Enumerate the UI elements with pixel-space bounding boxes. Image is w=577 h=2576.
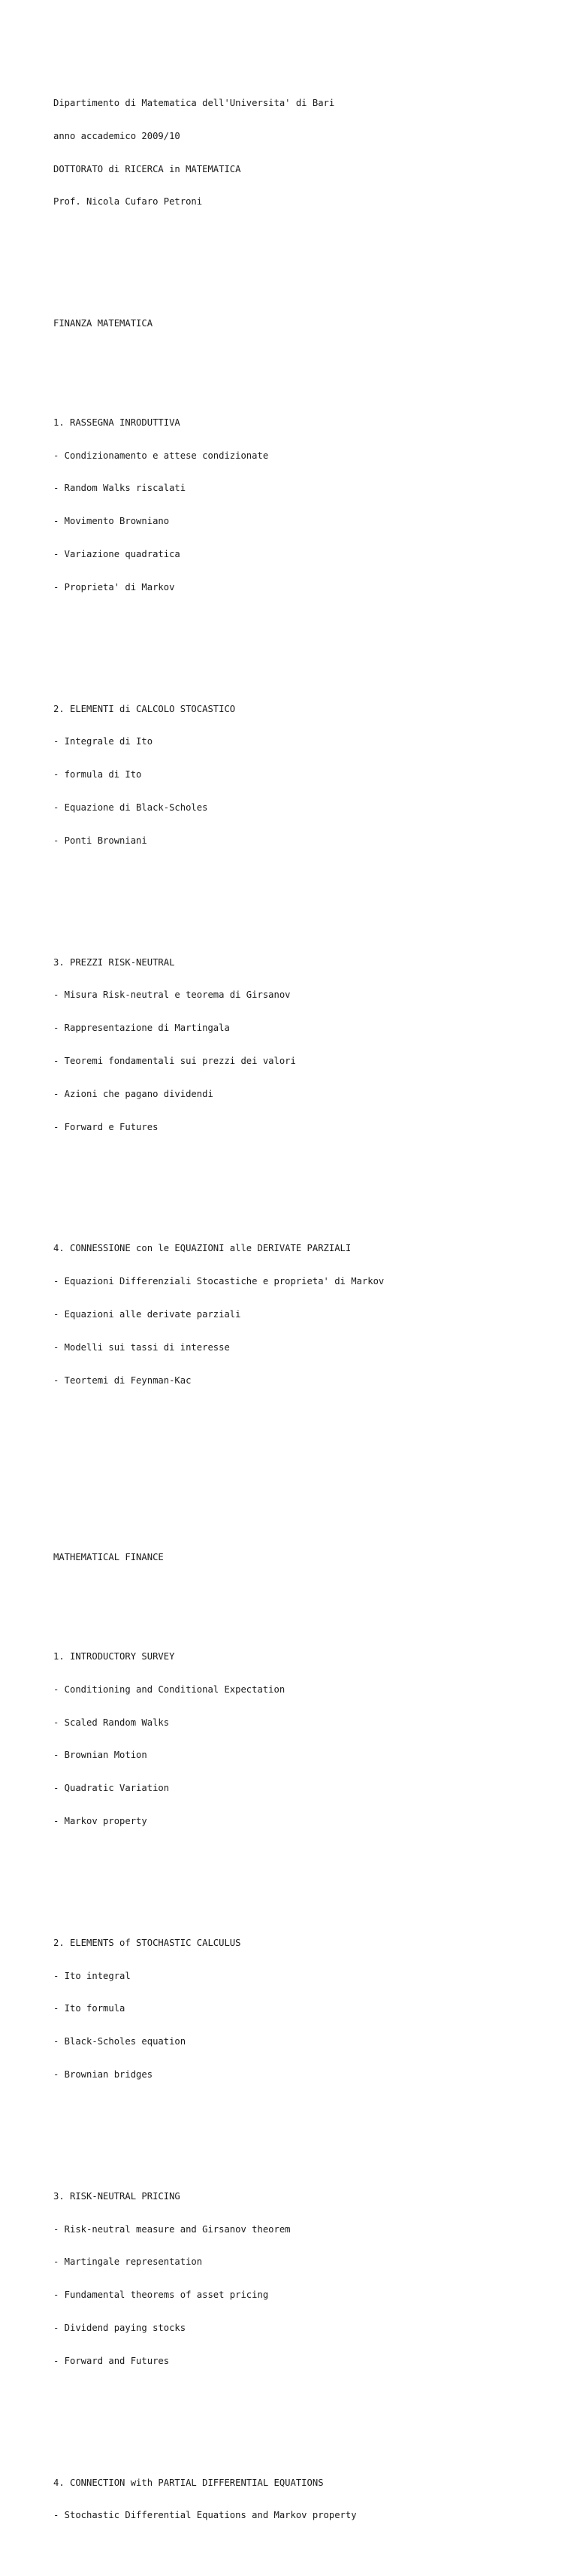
doctorate-line: DOTTORATO di RICERCA in MATEMATICA: [53, 163, 241, 174]
english-section-1: [53, 1629, 562, 1849]
list-item: - Forward and Futures: [53, 2356, 170, 2367]
section-heading: 4. CONNECTION with PARTIAL DIFFERENTIAL EQUATIONS: [53, 2477, 324, 2488]
list-item: - Equazioni alle derivate parziali: [53, 1309, 241, 1320]
spacer: [53, 351, 562, 362]
list-item: - Teortemi di Feynman-Kac: [53, 1375, 192, 1386]
spacer: [53, 1871, 562, 1883]
list-item: - Risk-neutral measure and Girsanov theorem: [53, 2223, 291, 2235]
english-section-3: [53, 2168, 562, 2389]
list-item: - Integrale di Ito: [53, 736, 153, 747]
spacer: [53, 252, 562, 263]
italian-syllabus: [53, 295, 562, 1430]
section-heading: 3. RISK-NEUTRAL PRICING: [53, 2190, 180, 2202]
spacer: [53, 2125, 562, 2136]
italian-section-4: [53, 1221, 562, 1408]
section-heading: 2. ELEMENTI di CALCOLO STOCASTICO: [53, 703, 236, 714]
list-item: - Ito formula: [53, 2003, 125, 2014]
list-item: - Misura Risk-neutral e teorema di Girsanov: [53, 989, 291, 1001]
spacer: [53, 1585, 562, 1596]
list-item: - Dividend paying stocks: [53, 2323, 186, 2334]
section-heading: 3. PREZZI RISK-NEUTRAL: [53, 956, 175, 968]
list-item: - Stochastic Differential Equations and Markov property: [53, 2510, 357, 2521]
list-item: - Condizionamento e attese condizionate: [53, 450, 269, 461]
list-item: - Black-Scholes equation: [53, 2036, 186, 2047]
department-line: Dipartimento di Matematica dell'Universita' di Bari: [53, 97, 335, 108]
academic-year-line: anno accademico 2009/10: [53, 130, 180, 141]
list-item: - Quadratic Variation: [53, 1783, 170, 1794]
list-item: - Ponti Browniani: [53, 835, 147, 847]
list-item: - Ito integral: [53, 1970, 131, 1981]
italian-section-3: [53, 935, 562, 1155]
spacer: [53, 638, 562, 649]
english-title: MATHEMATICAL FINANCE: [53, 1551, 164, 1562]
list-item: - Rappresentazione di Martingala: [53, 1023, 230, 1034]
english-section-4: [53, 2455, 562, 2543]
list-item: - Movimento Browniano: [53, 516, 170, 527]
spacer: [53, 891, 562, 902]
list-item: - Teoremi fondamentali sui prezzi dei valori: [53, 1056, 296, 1067]
spacer: [53, 2411, 562, 2423]
italian-title: FINANZA MATEMATICA: [53, 317, 153, 329]
italian-section-2: [53, 681, 562, 868]
list-item: - Conditioning and Conditional Expectation: [53, 1683, 285, 1695]
english-syllabus: [53, 1529, 562, 2565]
list-item: - Fundamental theorems of asset pricing: [53, 2290, 269, 2301]
header-block: [53, 75, 562, 229]
list-item: - Proprieta' di Markov: [53, 582, 175, 593]
list-item: - Azioni che pagano dividendi: [53, 1089, 213, 1100]
professor-line: Prof. Nicola Cufaro Petroni: [53, 196, 203, 208]
section-heading: 4. CONNESSIONE con le EQUAZIONI alle DERIVATE PARZIALI: [53, 1243, 352, 1254]
list-item: - Variazione quadratica: [53, 549, 180, 560]
english-section-2: [53, 1915, 562, 2102]
list-item: - Scaled Random Walks: [53, 1717, 170, 1728]
list-item: - Modelli sui tassi di interesse: [53, 1342, 230, 1353]
list-item: - Brownian Motion: [53, 1750, 147, 1761]
list-item: - Random Walks riscalati: [53, 483, 186, 494]
section-heading: 1. INTRODUCTORY SURVEY: [53, 1650, 175, 1662]
list-item: - Equazioni Differenziali Stocastiche e proprieta' di Markov: [53, 1276, 385, 1287]
list-item: - Martingale representation: [53, 2256, 203, 2268]
list-item: - Forward e Futures: [53, 1122, 159, 1133]
document-body: [53, 53, 562, 2576]
section-heading: 2. ELEMENTS of STOCHASTIC CALCULUS: [53, 1937, 241, 1948]
italian-section-1: [53, 395, 562, 615]
spacer: [53, 1177, 562, 1189]
list-item: - Markov property: [53, 1816, 147, 1827]
list-item: - Equazione di Black-Scholes: [53, 802, 208, 814]
list-item: - Brownian bridges: [53, 2069, 153, 2080]
spacer: [53, 1464, 562, 1497]
section-heading: 1. RASSEGNA INRODUTTIVA: [53, 417, 180, 428]
list-item: - formula di Ito: [53, 769, 142, 780]
